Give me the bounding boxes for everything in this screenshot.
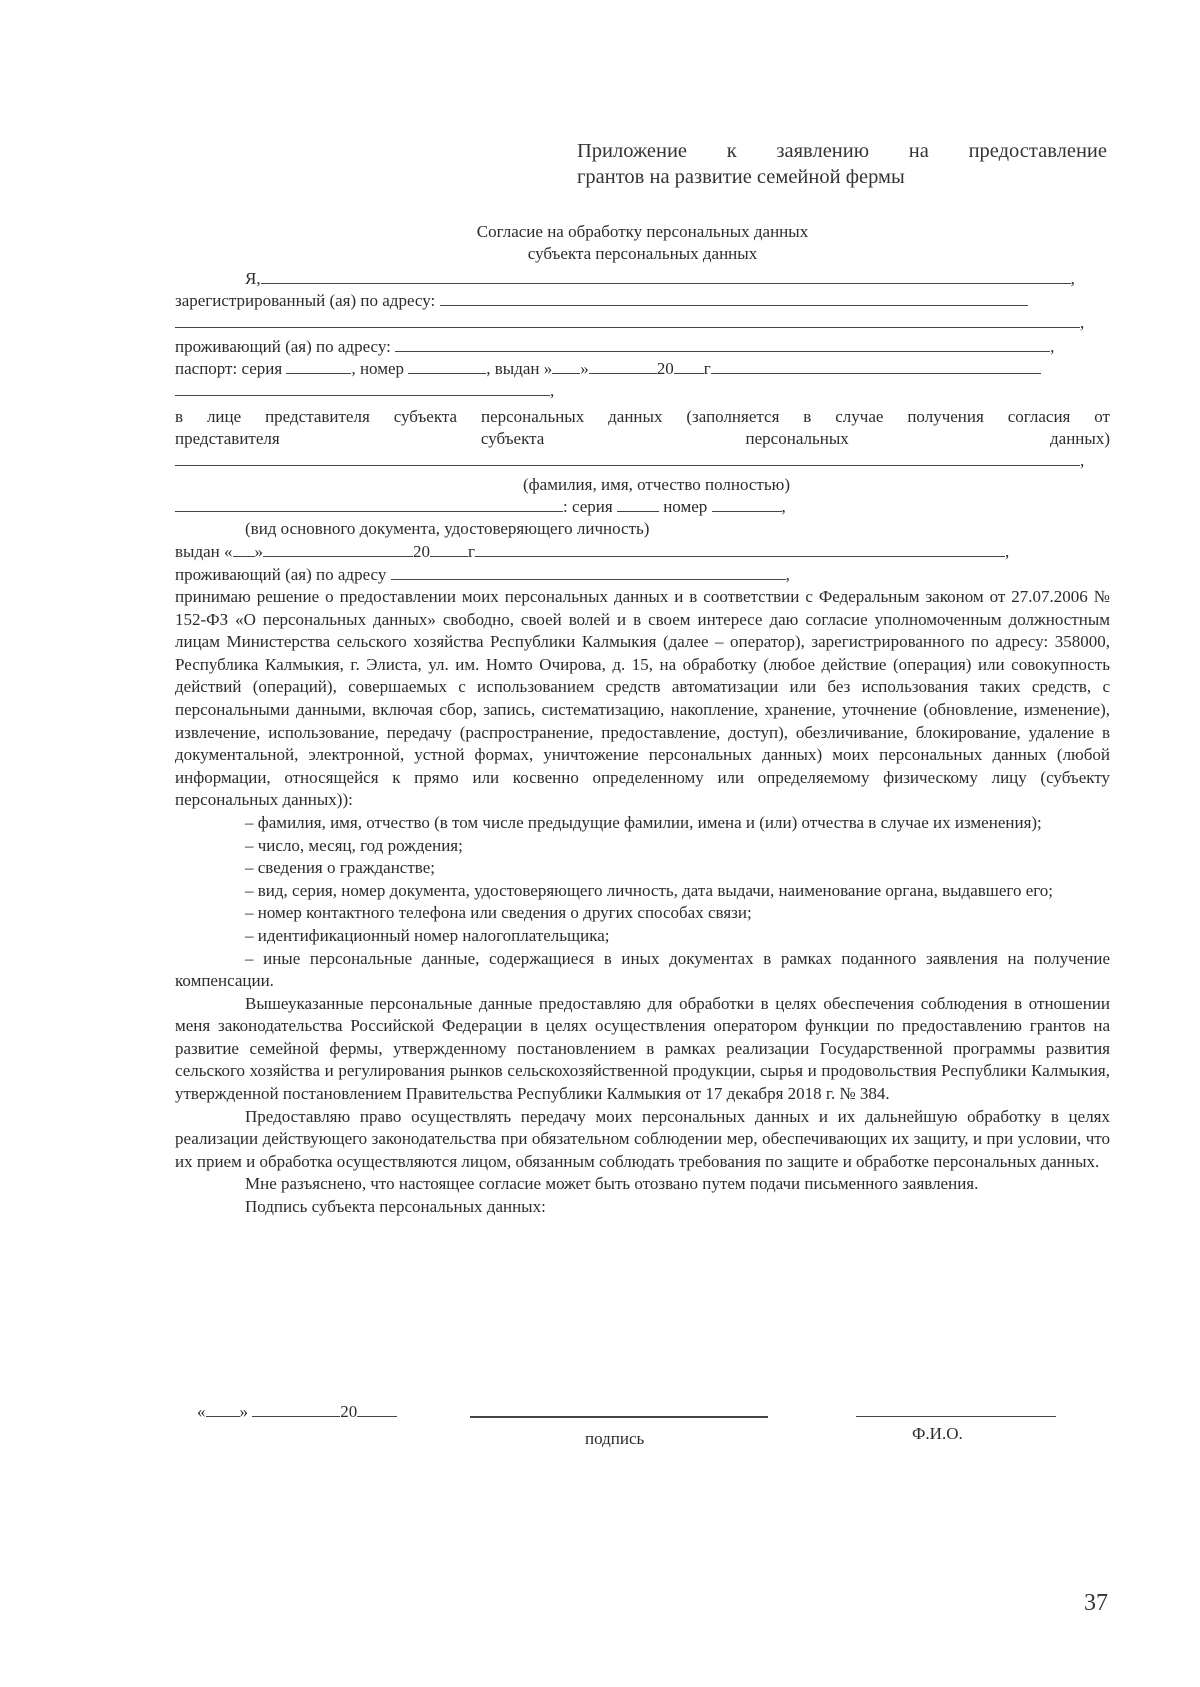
label-doc-series: : серия	[563, 497, 613, 516]
representative-line-1: в лице представителя субъекта персональных данных (заполняется в случае получения согласия от	[175, 407, 1110, 426]
field-passport-day-blank[interactable]	[552, 358, 580, 374]
representative-issued-row	[175, 541, 1110, 563]
field-passport-number-blank[interactable]	[408, 358, 486, 374]
field-passport-issuer-blank[interactable]	[711, 358, 1041, 374]
consent-paragraph-revocation: Мне разъяснено, что настоящее согласие может быть отозвано путем подачи письменного заявления.	[245, 1174, 979, 1194]
field-registered-blank-2[interactable]	[175, 312, 1080, 328]
field-passport-year-blank[interactable]	[674, 358, 704, 374]
label-passport-issued: , выдан »	[486, 359, 553, 378]
signature-date	[197, 1401, 397, 1423]
representative-fio-row	[175, 450, 1110, 472]
consent-body	[175, 586, 1110, 1219]
field-passport-issuer-blank-2[interactable]	[175, 380, 550, 396]
signature-label: подпись	[585, 1429, 645, 1448]
label-passport-number: , номер	[351, 359, 405, 378]
comma: ,	[1080, 313, 1085, 332]
field-passport-series-blank[interactable]	[286, 358, 351, 374]
comma: ,	[550, 381, 555, 400]
date-close-quote: »	[239, 1402, 248, 1421]
quote-close: »	[580, 359, 589, 378]
comma: ,	[1070, 269, 1075, 288]
field-passport-row-2	[175, 380, 1110, 402]
field-registered-row-2	[175, 312, 1110, 334]
field-issued-month-blank[interactable]	[263, 541, 413, 557]
field-registered-blank[interactable]	[440, 290, 1028, 306]
label-issued-g: г	[468, 542, 475, 561]
quote-close: »	[254, 542, 263, 561]
list-item-citizenship: – сведения о гражданстве;	[245, 858, 435, 878]
list-item-other: – иные персональные данные, содержащиеся в иных документах в рамках поданного заявления на получение компенсации.	[175, 948, 1110, 991]
appendix-line-1: Приложение к заявлению на предоставление	[577, 140, 1107, 162]
field-passport-row	[175, 358, 1110, 380]
fio-label: Ф.И.О.	[912, 1424, 963, 1443]
label-registered: зарегистрированный (ая) по адресу:	[175, 291, 436, 310]
field-sign-day-blank[interactable]	[206, 1401, 240, 1417]
fio-line[interactable]	[856, 1416, 1056, 1417]
label-issued: выдан «	[175, 542, 233, 561]
field-doc-series-blank[interactable]	[617, 496, 659, 512]
label-issued-20: 20	[413, 542, 430, 561]
field-issued-year-blank[interactable]	[430, 541, 468, 557]
field-residing-2-blank[interactable]	[391, 564, 786, 580]
field-doc-type-blank[interactable]	[175, 496, 563, 512]
comma: ,	[785, 565, 790, 584]
field-issued-by-blank[interactable]	[475, 541, 1005, 557]
field-residing-blank[interactable]	[395, 336, 1050, 352]
appendix-line-2: грантов на развитие семейной фермы	[577, 166, 905, 188]
list-item-phone: – номер контактного телефона или сведения о других способах связи;	[245, 903, 752, 923]
label-ya: Я,	[245, 269, 261, 288]
field-issued-day-blank[interactable]	[233, 541, 255, 557]
label-passport-series: паспорт: серия	[175, 359, 283, 378]
label-residing: проживающий (ая) по адресу:	[175, 337, 391, 356]
representative-line-2: представителя субъекта персональных данных)	[175, 429, 1110, 448]
field-registered-row	[175, 290, 1110, 312]
representative-residing-row	[175, 564, 1110, 586]
fio-hint: (фамилия, имя, отчество полностью)	[523, 475, 790, 494]
comma: ,	[1050, 337, 1055, 356]
list-item-birthdate: – число, месяц, год рождения;	[245, 835, 463, 855]
field-sign-year-blank[interactable]	[357, 1401, 397, 1417]
list-item-id-document: – вид, серия, номер документа, удостоверяющего личность, дата выдачи, наименование органа, выдавшего его;	[245, 880, 1054, 900]
consent-paragraph-1: принимаю решение о предоставлении моих персональных данных и в соответствии с Федеральным законом от 27.07.2006 № 152-ФЗ «О персональных данных» свободно, своей волей и в своем интересе даю согласие уполномоченным должностным лицам Министерства сельского хозяйства Республики Калмыкия (далее – оператор), зарегистрированного по адресу: 358000, Республика Калмыкия, г. Элиста, ул. им. Номто Очирова, д. 15, на обработку (любое действие (операция) или совокупность действий (операций), совершаемых с использованием средств автоматизации или без использования таких средств, с персональными данными, включая сбор, запись, систематизацию, накопление, хранение, уточнение (обновление, изменение), извлечение, использование, передачу (распространение, предоставление, доступ), обезличивание, блокирование, удаление в документальной, электронной, устной формах, уничтожение персональных данных) моих персональных данных (любой информации, относящейся к прямо или косвенно определенному или определяемому физическому лицу (субъекту персональных данных)):	[175, 587, 1110, 810]
comma: ,	[1080, 451, 1085, 470]
field-residing-row	[175, 336, 1110, 358]
page-number: 37	[1084, 1590, 1108, 1616]
signature-caption: Подпись субъекта персональных данных:	[245, 1197, 546, 1217]
label-g: г	[703, 359, 711, 378]
appendix-note	[577, 138, 1107, 190]
comma: ,	[1004, 542, 1010, 561]
document-title-line-2: субъекта персональных данных	[527, 244, 758, 263]
comma: ,	[781, 497, 786, 516]
field-name-row	[245, 268, 1110, 290]
date-open-quote: «	[197, 1402, 206, 1421]
label-doc-number: номер	[663, 497, 708, 516]
signature-line[interactable]	[470, 1416, 768, 1418]
field-sign-month-blank[interactable]	[252, 1401, 340, 1417]
field-passport-month-blank[interactable]	[589, 358, 657, 374]
label-residing-2: проживающий (ая) по адресу	[175, 565, 387, 584]
field-name-blank[interactable]	[261, 268, 1071, 284]
document-title-line-1: Согласие на обработку персональных данных	[476, 222, 809, 241]
doc-hint: (вид основного документа, удостоверяющего личность)	[245, 519, 650, 538]
field-doc-number-blank[interactable]	[712, 496, 782, 512]
consent-paragraph-purpose: Вышеуказанные персональные данные предоставляю для обработки в целях обеспечения соблюдения в отношении меня законодательства Российской Федерации в целях осуществления оператором функции по предоставлению грантов на развитие семейной фермы, утвержденному постановлением в рамках реализации Государственной программы развития сельского хозяйства и регулирования рынков сельскохозяйственной продукции, сырья и продовольствия Республики Калмыкия, утвержденной постановлением Правительства Республики Калмыкия от 17 декабря 2018 г. № 384.	[175, 993, 1110, 1104]
consent-paragraph-transfer: Предоставляю право осуществлять передачу моих персональных данных и их дальнейшую обработку в целях реализации действующего законодательства при обязательном соблюдении мер, обеспечивающих их защиту, и при условии, что их прием и обработка осуществляются лицом, обязанным соблюдать требования по защите и обработке персональных данных.	[175, 1106, 1110, 1171]
field-representative-fio-blank[interactable]	[175, 450, 1080, 466]
list-item-fio: – фамилия, имя, отчество (в том числе предыдущие фамилии, имена и (или) отчества в случае их изменения);	[245, 812, 1042, 832]
label-20: 20	[656, 359, 674, 378]
list-item-inn: – идентификационный номер налогоплательщика;	[245, 925, 610, 945]
date-year-prefix: 20	[340, 1402, 358, 1421]
representative-doc-row	[175, 496, 1110, 518]
